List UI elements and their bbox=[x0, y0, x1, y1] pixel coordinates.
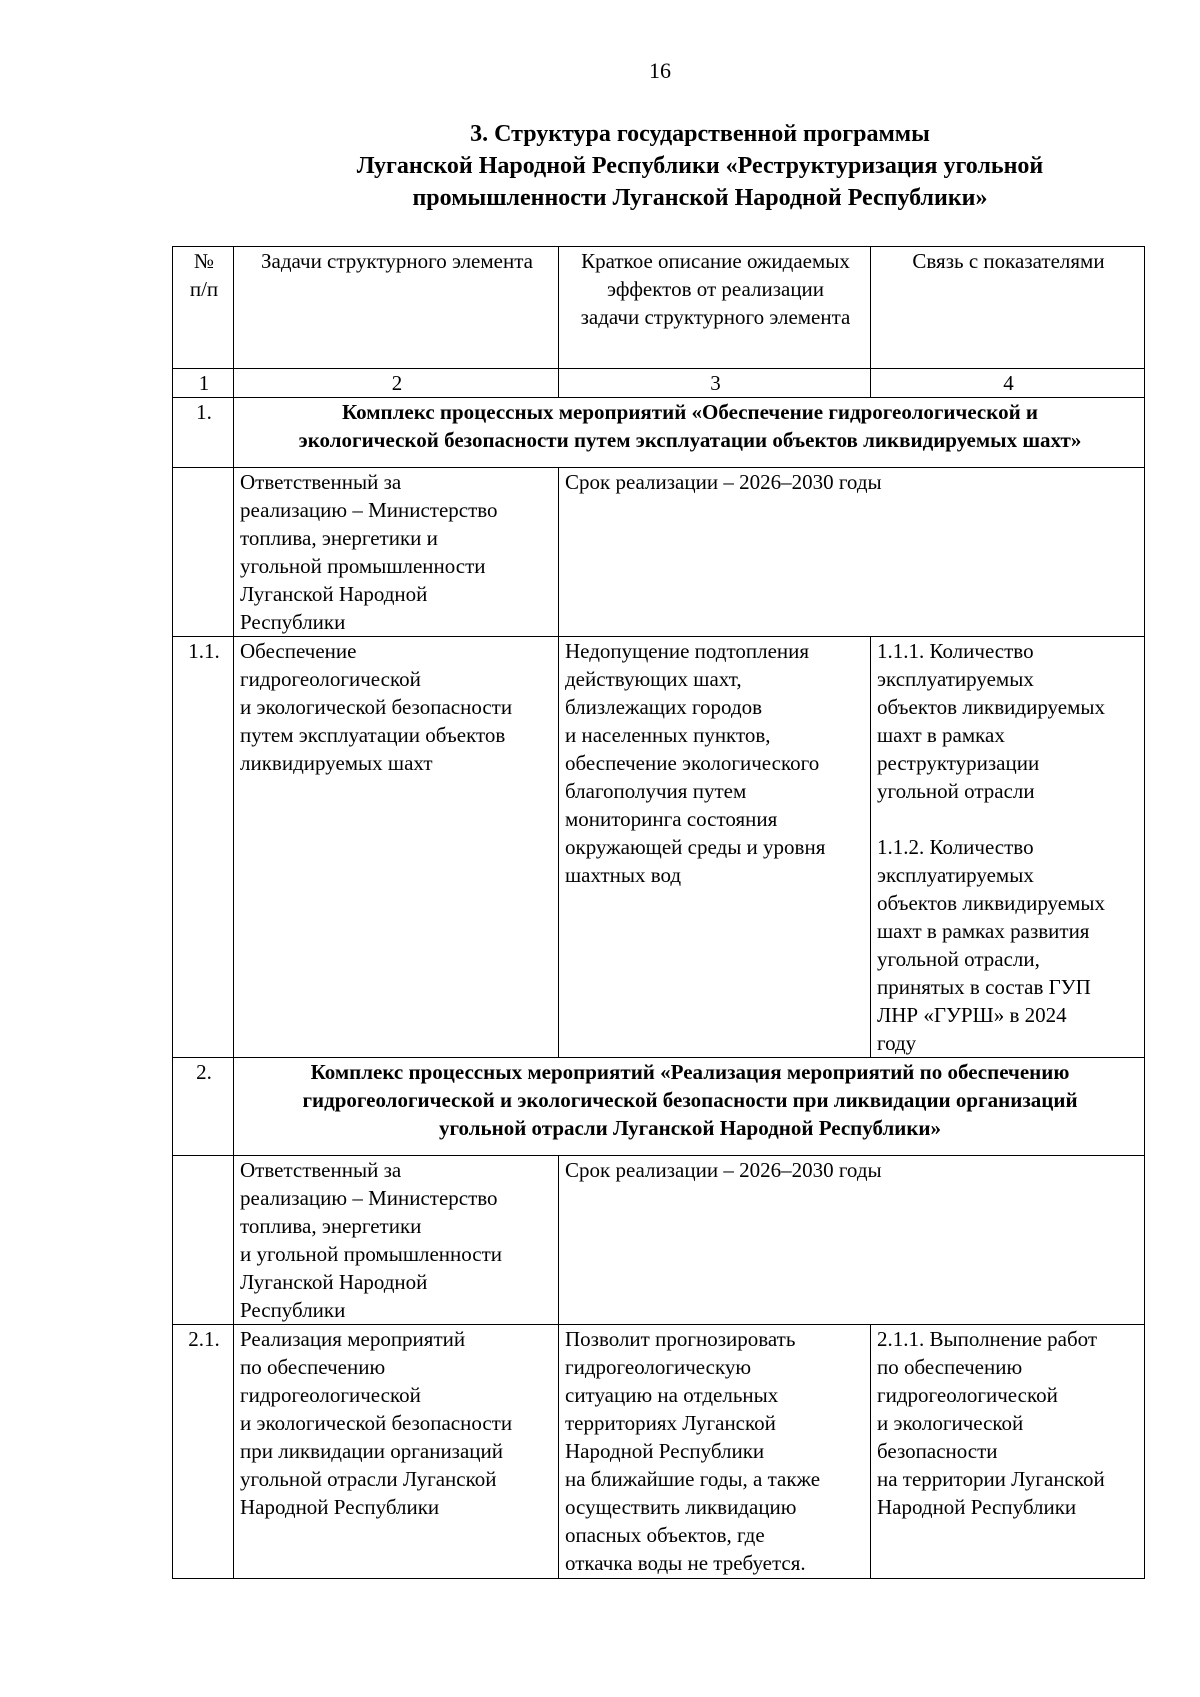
column-number: 4 bbox=[871, 369, 1145, 398]
section-number: 1. bbox=[173, 398, 234, 468]
title-line-3: промышленности Луганской Народной Республики» bbox=[412, 185, 988, 211]
header-number: № п/п bbox=[173, 247, 234, 369]
indicator-text: 1.1.1. Количество эксплуатируемых объектов ликвидируемых шахт в рамках реструктуризации угольной отрасли 1.1.2. Количество эксплуатируемых объектов ликвидируемых шахт в рамках развития угольной отрасли, принятых в состав ГУП ЛНР «ГУРШ» в 2024 году bbox=[871, 637, 1145, 1058]
section-row bbox=[173, 1058, 1145, 1156]
section-number: 2. bbox=[173, 1058, 234, 1156]
page-number: 16 bbox=[649, 58, 671, 83]
effect-text: Позволит прогнозировать гидрогеологическую ситуацию на отдельных территориях Луганской Народной Республики на ближайшие годы, а также осуществить ликвидацию опасных объектов, где откачка воды не требуется. bbox=[559, 1325, 871, 1579]
empty-cell bbox=[173, 1156, 234, 1325]
task-text: Реализация мероприятий по обеспечению гидрогеологической и экологической безопасности при ликвидации организаций угольной отрасли Луганской Народной Республики bbox=[234, 1325, 559, 1579]
structure-table bbox=[172, 246, 1145, 1579]
period-text: Срок реализации – 2026–2030 годы bbox=[559, 1156, 1145, 1325]
column-number: 2 bbox=[234, 369, 559, 398]
header-indicators: Связь с показателями bbox=[871, 247, 1145, 369]
column-number-row bbox=[173, 369, 1145, 398]
task-text: Обеспечение гидрогеологической и экологической безопасности путем эксплуатации объектов ликвидируемых шахт bbox=[234, 637, 559, 1058]
column-number: 3 bbox=[559, 369, 871, 398]
title-line-2: Луганской Народной Республики «Реструктуризация угольной bbox=[356, 153, 1044, 179]
indicator-text: 2.1.1. Выполнение работ по обеспечению гидрогеологической и экологической безопасности на территории Луганской Народной Республики bbox=[871, 1325, 1145, 1579]
section-title: Комплекс процессных мероприятий «Обеспечение гидрогеологической и экологической безопасности путем эксплуатации объектов ликвидируемых шахт» bbox=[234, 398, 1145, 468]
task-row bbox=[173, 637, 1145, 1058]
column-number: 1 bbox=[173, 369, 234, 398]
responsible-row bbox=[173, 1156, 1145, 1325]
header-row bbox=[173, 247, 1145, 369]
effect-text: Недопущение подтопления действующих шахт, близлежащих городов и населенных пунктов, обеспечение экологического благополучия путем мониторинга состояния окружающей среды и уровня шахтных вод bbox=[559, 637, 871, 1058]
empty-cell bbox=[173, 468, 234, 637]
responsible-text: Ответственный за реализацию – Министерство топлива, энергетики и угольной промышленности Луганской Народной Республики bbox=[234, 468, 559, 637]
section-row bbox=[173, 398, 1145, 468]
responsible-text: Ответственный за реализацию – Министерство топлива, энергетики и угольной промышленности Луганской Народной Республики bbox=[234, 1156, 559, 1325]
responsible-row bbox=[173, 468, 1145, 637]
header-tasks: Задачи структурного элемента bbox=[234, 247, 559, 369]
document-title bbox=[200, 118, 1200, 214]
header-effects: Краткое описание ожидаемых эффектов от реализации задачи структурного элемента bbox=[559, 247, 871, 369]
title-line-1: 3. Структура государственной программы bbox=[470, 121, 930, 147]
task-number: 1.1. bbox=[173, 637, 234, 1058]
task-number: 2.1. bbox=[173, 1325, 234, 1579]
period-text: Срок реализации – 2026–2030 годы bbox=[559, 468, 1145, 637]
task-row bbox=[173, 1325, 1145, 1579]
section-title: Комплекс процессных мероприятий «Реализация мероприятий по обеспечению гидрогеологической и экологической безопасности при ликвидации организаций угольной отрасли Луганской Народной Республики» bbox=[234, 1058, 1145, 1156]
